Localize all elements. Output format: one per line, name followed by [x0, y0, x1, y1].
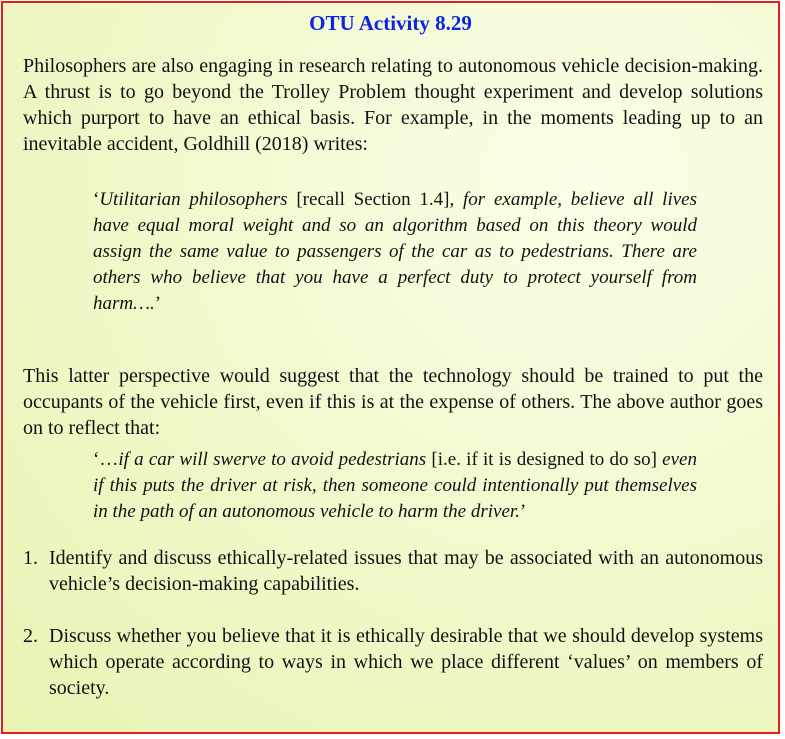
- quote2-open-mark: ‘…: [93, 449, 119, 470]
- question-2-number: 2.: [23, 625, 38, 647]
- quote2-italic-2: even if this puts the driver at risk, then someone could intentionally put themselves in the path of an autonomous vehicle to harm the driver.: [93, 449, 697, 522]
- perspective-paragraph: This latter perspective would suggest that the technology should be trained to put the occupants of the vehicle first, even if this is at the expense of others. The above author goes on to reflect that:: [23, 365, 763, 439]
- question-2: [23, 623, 763, 701]
- question-1-text: Identify and discuss ethically-related issues that may be associated with an autonomous vehicle’s decision-making capabilities.: [49, 547, 763, 595]
- question-1-number: 1.: [23, 547, 38, 569]
- quote-roman-1: [recall Section 1.4]: [287, 189, 450, 210]
- quote2-close-mark: ’: [519, 501, 527, 522]
- quote-swerve: [93, 447, 697, 525]
- activity-title: OTU Activity 8.29: [309, 11, 472, 35]
- quote-open-mark: ‘: [93, 189, 100, 210]
- quote-italic-2: , for example, believe all lives have equal moral weight and so an algorithm based on this theory would assign the same value to passengers of the car as to pedestrians. There are others who believe that you have a perfect duty to protect yourself from harm….: [93, 189, 697, 314]
- quote-utilitarian: [93, 187, 697, 317]
- quote2-italic-1: if a car will swerve to avoid pedestrians: [118, 449, 427, 470]
- quote-italic-1: Utilitarian philosophers: [99, 189, 288, 210]
- intro-paragraph: Philosophers are also engaging in research relating to autonomous vehicle decision-making. A thrust is to go beyond the Trolley Problem thought experiment and develop solutions which purport to have an ethical basis. For example, in the moments leading up to an inevitable accident, Goldhill (2018) writes:: [23, 55, 763, 155]
- question-2-text: Discuss whether you believe that it is ethically desirable that we should develop systems which operate according to ways in which we place different ‘values’ on members of society.: [49, 625, 763, 699]
- quote-close-mark: ’: [154, 293, 162, 314]
- activity-box: [1, 1, 780, 734]
- quote2-roman-1: [i.e. if it is designed to do so]: [426, 449, 663, 470]
- question-1: [23, 545, 763, 597]
